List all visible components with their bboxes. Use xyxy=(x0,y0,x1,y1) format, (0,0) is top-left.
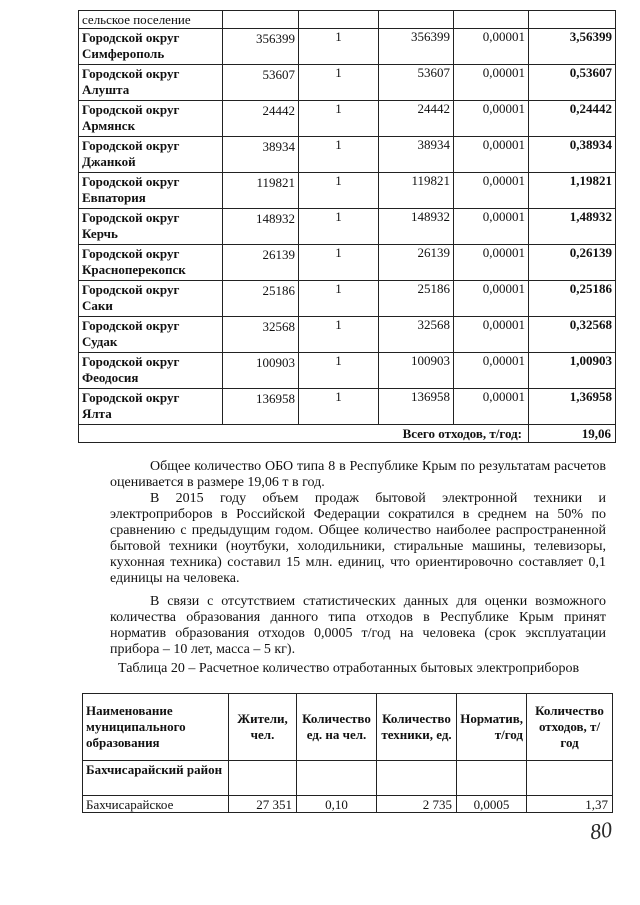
cell-name: Городской округ Феодосия xyxy=(79,353,223,389)
cell-product: 38934 xyxy=(379,137,454,173)
table-row xyxy=(79,317,616,353)
cell-population: 53607 xyxy=(223,65,299,101)
table-row xyxy=(83,796,613,813)
table-row xyxy=(79,281,616,317)
cell-count: 1 xyxy=(299,209,379,245)
cell-waste: 1,48932 xyxy=(529,209,616,245)
table-row xyxy=(79,245,616,281)
cell-norm: 0,00001 xyxy=(454,101,529,137)
cell-population: 38934 xyxy=(223,137,299,173)
header-row xyxy=(83,694,613,761)
total-label: Всего отходов, т/год: xyxy=(79,425,529,443)
cell-count: 1 xyxy=(299,353,379,389)
table-caption: Таблица 20 – Расчетное количество отработанных бытовых электроприборов xyxy=(118,661,580,676)
cell-name: Городской округ Симферополь xyxy=(79,29,223,65)
table-row xyxy=(79,389,616,425)
cell-count: 1 xyxy=(299,137,379,173)
cell-norm: 0,00001 xyxy=(454,389,529,425)
table-row xyxy=(79,29,616,65)
cell-norm: 0,00001 xyxy=(454,317,529,353)
cell-product: 356399 xyxy=(379,29,454,65)
cell-population: 148932 xyxy=(223,209,299,245)
cell-product: 148932 xyxy=(379,209,454,245)
cell-count: 1 xyxy=(299,317,379,353)
cell-population: 119821 xyxy=(223,173,299,209)
paragraph-total-estimate: Общее количество ОБО типа 8 в Республике Крым по результатам расчетов оценивается в размере 19,06 т в год. xyxy=(110,459,606,490)
table-row xyxy=(79,137,616,173)
cell-waste: 3,56399 xyxy=(529,29,616,65)
paragraph-sales: В 2015 году объем продаж бытовой электронной техники и электроприборов в Российской Федерации сократился в среднем на 50% по сравнению с предыдущим годом. Общее количество наиболее распространенной бытовой техники (ноутбуки, холодильники, стиральные машины, телевизоры, кухонная техника) составил 15 млн. единиц, что ориентировочно составляет 0,1 единицы на человека. xyxy=(110,491,606,586)
cell-count: 1 xyxy=(299,65,379,101)
cell-waste: 0,32568 xyxy=(529,317,616,353)
cell-waste: 0,24442 xyxy=(529,101,616,137)
header-per-person: Количество ед. на чел. xyxy=(297,694,377,761)
appliance-waste-table xyxy=(82,693,613,813)
cell-name: Городской округ Евпатория xyxy=(79,173,223,209)
table-cell: сельское поселение xyxy=(79,11,223,29)
cell-product: 25186 xyxy=(379,281,454,317)
cell-product: 26139 xyxy=(379,245,454,281)
cell-waste: 1,00903 xyxy=(529,353,616,389)
table-row xyxy=(79,101,616,137)
cell-norm: 0,00001 xyxy=(454,137,529,173)
cell-norm: 0,00001 xyxy=(454,65,529,101)
cell-product: 24442 xyxy=(379,101,454,137)
section-title: Бахчисарайский район xyxy=(83,761,229,796)
cell-waste: 0,53607 xyxy=(529,65,616,101)
cell-name: Городской округ Саки xyxy=(79,281,223,317)
cell-per-person: 0,10 xyxy=(297,796,377,813)
cell-product: 32568 xyxy=(379,317,454,353)
table-row xyxy=(79,173,616,209)
table-row xyxy=(79,209,616,245)
total-value: 19,06 xyxy=(529,425,616,443)
cell-norm: 0,00001 xyxy=(454,173,529,209)
cell-waste: 0,26139 xyxy=(529,245,616,281)
header-waste: Количество отходов, т/год xyxy=(527,694,613,761)
header-municipality: Наименование муниципального образования xyxy=(83,694,229,761)
cell-count: 1 xyxy=(299,389,379,425)
cell-population: 25186 xyxy=(223,281,299,317)
cell-equipment: 2 735 xyxy=(377,796,457,813)
section-row xyxy=(83,761,613,796)
cell-population: 356399 xyxy=(223,29,299,65)
cell-name: Городской округ Ялта xyxy=(79,389,223,425)
cell-residents: 27 351 xyxy=(229,796,297,813)
cell-name: Городской округ Керчь xyxy=(79,209,223,245)
header-norm: Норматив, т/год xyxy=(457,694,527,761)
cell-norm: 0,00001 xyxy=(454,245,529,281)
cell-product: 53607 xyxy=(379,65,454,101)
header-residents: Жители, чел. xyxy=(229,694,297,761)
cell-count: 1 xyxy=(299,281,379,317)
cell-name: Городской округ Армянск xyxy=(79,101,223,137)
table-row xyxy=(79,65,616,101)
cell-name: Городской округ Алушта xyxy=(79,65,223,101)
cell-norm: 0,00001 xyxy=(454,209,529,245)
cell-count: 1 xyxy=(299,245,379,281)
table-row xyxy=(79,11,616,29)
cell-count: 1 xyxy=(299,29,379,65)
paragraph-norm: В связи с отсутствием статистических данных для оценки возможного количества образования данного типа отходов в Республике Крым принят норматив образования отходов 0,0005 т/год на человека (срок эксплуатации прибора – 10 лет, масса – 5 кг). xyxy=(110,594,606,657)
cell-name: Городской округ Джанкой xyxy=(79,137,223,173)
cell-waste: 1,36958 xyxy=(529,389,616,425)
cell-norm: 0,00001 xyxy=(454,353,529,389)
table-body xyxy=(79,29,616,425)
cell-waste: 1,19821 xyxy=(529,173,616,209)
page-number: 80 xyxy=(588,816,614,845)
cell-norm: 0,0005 xyxy=(457,796,527,813)
cell-population: 24442 xyxy=(223,101,299,137)
cell-product: 136958 xyxy=(379,389,454,425)
cell-norm: 0,00001 xyxy=(454,29,529,65)
cell-product: 119821 xyxy=(379,173,454,209)
cell-population: 136958 xyxy=(223,389,299,425)
cell-count: 1 xyxy=(299,173,379,209)
cell-name: Бахчисарайское xyxy=(83,796,229,813)
cell-population: 100903 xyxy=(223,353,299,389)
cell-product: 100903 xyxy=(379,353,454,389)
total-row xyxy=(79,425,616,443)
cell-population: 26139 xyxy=(223,245,299,281)
waste-calculation-table xyxy=(78,10,616,443)
cell-waste: 0,38934 xyxy=(529,137,616,173)
table-row xyxy=(79,353,616,389)
cell-name: Городской округ Красноперекопск xyxy=(79,245,223,281)
cell-norm: 0,00001 xyxy=(454,281,529,317)
cell-name: Городской округ Судак xyxy=(79,317,223,353)
cell-population: 32568 xyxy=(223,317,299,353)
header-equipment: Количество техники, ед. xyxy=(377,694,457,761)
cell-count: 1 xyxy=(299,101,379,137)
cell-waste: 1,37 xyxy=(527,796,613,813)
cell-waste: 0,25186 xyxy=(529,281,616,317)
